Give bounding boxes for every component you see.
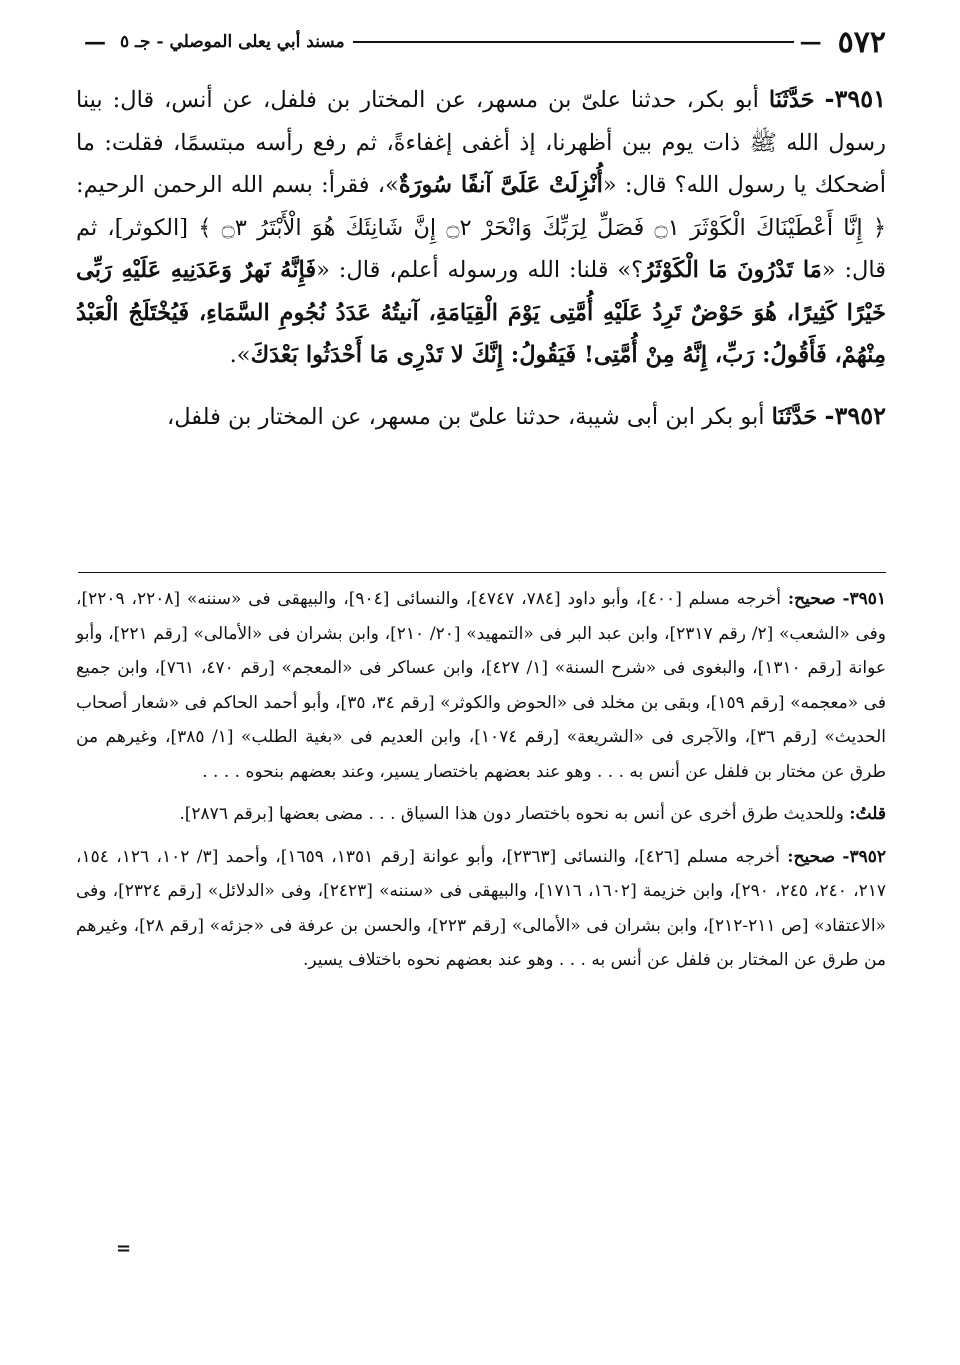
footnote-3952: [76, 840, 886, 978]
main-text: [76, 78, 886, 438]
qult-label: قلتُ:: [849, 804, 886, 824]
hadith-text: أبو بكر ابن أبى شيبة، حدثنا علىّ بن مسهر، عن المختار بن فلفل،: [166, 403, 772, 430]
page-header: [78, 24, 886, 60]
hadith-3951: [76, 78, 886, 377]
footnote-separator: [78, 572, 886, 573]
footnote-number: ٣٩٥٢-: [842, 846, 886, 867]
footnote-text: أخرجه مسلم [٤٢٦]، والنسائى [٢٣٦٣]، وأبو عوانة [رقم ١٣٥١، ١٦٥٩]، وأحمد [٣/ ١٠٢، ١٢٦، ١٥٤، ٢١٧، ٢٤٠، ٢٤٥، ٢٩٠]، وابن خزيمة [١٦٠٢، ١٧١٦]، والبيهقى فى «سننه» [٢٤٢٣]، وفى «الدلائل» [رقم ٢٣٢٤]، وفى «الاعتقاد» [ص ٢١١-٢١٢]، وابن بشران فى «الأمالى» [رقم ٢٢٣]، والحسن بن عرفة فى «جزئه» [رقم ٢٨]، وغيرهم من طرق عن المختار بن فلفل عن أنس به . . . وهو عند بعضهم نحوه باختلاف يسير.: [76, 846, 886, 970]
hadith-text: أبو بكر، حدثنا علىّ بن مسهر، عن المختار بن فلفل، عن أنس، قال: بينا رسول الله ﷺ ذات يوم بين أظهرنا، إذ أغفى إغفاءةً، ثم رفع رأسه مبتسمًا، فقلت: ما أضحكك يا رسول الله؟ قال: «: [76, 87, 886, 198]
footnote-qult: [76, 797, 886, 832]
footnote-grade: صحيح:: [787, 846, 836, 867]
hadith-text: [الكوثر]، ثم قال: «: [76, 214, 886, 283]
footnotes: [76, 582, 886, 978]
footnote-grade: صحيح:: [787, 589, 836, 609]
hadith-lead: حَدَّثَنَا: [771, 403, 818, 430]
hadith-lead: حَدَّثَنَا: [768, 87, 815, 113]
prophetic-quote: مَا تَدْرُونَ مَا الْكَوْثَرُ: [643, 257, 822, 283]
quran-verse: ﴿ إِنَّا أَعْطَيْنَاكَ الْكَوْثَرَ ۝١ فَصَلِّ لِرَبِّكَ وَانْحَرْ ۝٢ إِنَّ شَانِئَكَ هُوَ الْأَبْتَرُ ۝٣ ﴾: [198, 214, 887, 241]
footnote-number: ٣٩٥١-: [842, 589, 887, 609]
prophetic-quote: فَإِنَّهُ نَهرٌ وَعَدَنِيهِ عَلَيْهِ رَبِّى خَيْرًا كَثِيرًا، هُوَ حَوْضٌ تَرِدُ عَلَيْهِ أُمَّتِى يَوْمَ الْقِيَامَةِ، آنيتُهُ عَدَدُ نُجُومِ السَّمَاءِ، فَيُخْتَلَجُ الْعَبْدُ مِنْهُمْ، فَأَقُولُ: رَبِّ، إِنَّهُ مِنْ أُمَّتِى! فَيَقُولُ: إِنَّكَ لا تَدْرِى مَا أَحْدَثُوا بَعْدَكَ: [76, 257, 886, 368]
hadith-text: ؟» قلنا: الله ورسوله أعلم، قال: «: [316, 257, 644, 283]
continuation-mark: =: [116, 1238, 132, 1259]
header-dash: —: [799, 29, 822, 55]
hadith-number: ٣٩٥٢-: [824, 400, 886, 430]
header-dash-end: —: [84, 29, 106, 55]
hadith-text: ».: [229, 342, 251, 368]
page-number: ٥٧٢: [837, 24, 886, 60]
footnote-text: وللحديث طرق أخرى عن أنس به نحوه باختصار دون هذا السياق . . . مضى بعضها [برقم ٢٨٧٦].: [179, 804, 850, 824]
prophetic-quote: أُنْزِلَتْ عَلَىَّ آنفًا سُورَةٌ: [398, 172, 603, 198]
hadith-number: ٣٩٥١-: [824, 84, 886, 113]
hadith-3952: [76, 395, 886, 439]
header-rule: [353, 41, 794, 43]
footnote-3951: [76, 582, 886, 789]
footnote-text: أخرجه مسلم [٤٠٠]، وأبو داود [٧٨٤، ٤٧٤٧]، والنسائى [٩٠٤]، والبيهقى فى «سننه» [٢٢٠٨، ٢٢٠٩]، وفى «الشعب» [٢/ رقم ٢٣١٧]، وابن عبد البر فى «التمهيد» [٢٠/ ٢١٠]، وابن بشران فى «الأمالى» [رقم ٢٢١]، وأبو عوانة [رقم ١٣١٠]، والبغوى فى «شرح السنة» [١/ ٤٢٧]، وابن عساكر فى «المعجم» [رقم ٤٧٠، ٧٦١]، وابن جميع فى «معجمه» [رقم ١٥٩]، وبقى بن مخلد فى «الحوض والكوثر» [رقم ٣٤، ٣٥]، وأبو أحمد الحاكم فى «شعار أصحاب الحديث» [رقم ٣٦]، والآجرى فى «الشريعة» [رقم ١٠٧٤]، وابن العديم فى «بغية الطلب» [١/ ٣٨٥]، وغيرهم من طرق عن مختار بن فلفل عن أنس به . . . وهو عند بعضهم باختصار يسير، وعند بعضهم بنحوه . . . .: [76, 589, 887, 782]
hadith-text: »، فقرأ: بسم الله الرحمن الرحيم:: [76, 172, 399, 198]
running-title: مسند أبي يعلى الموصلي - جـ ٥: [120, 32, 345, 52]
